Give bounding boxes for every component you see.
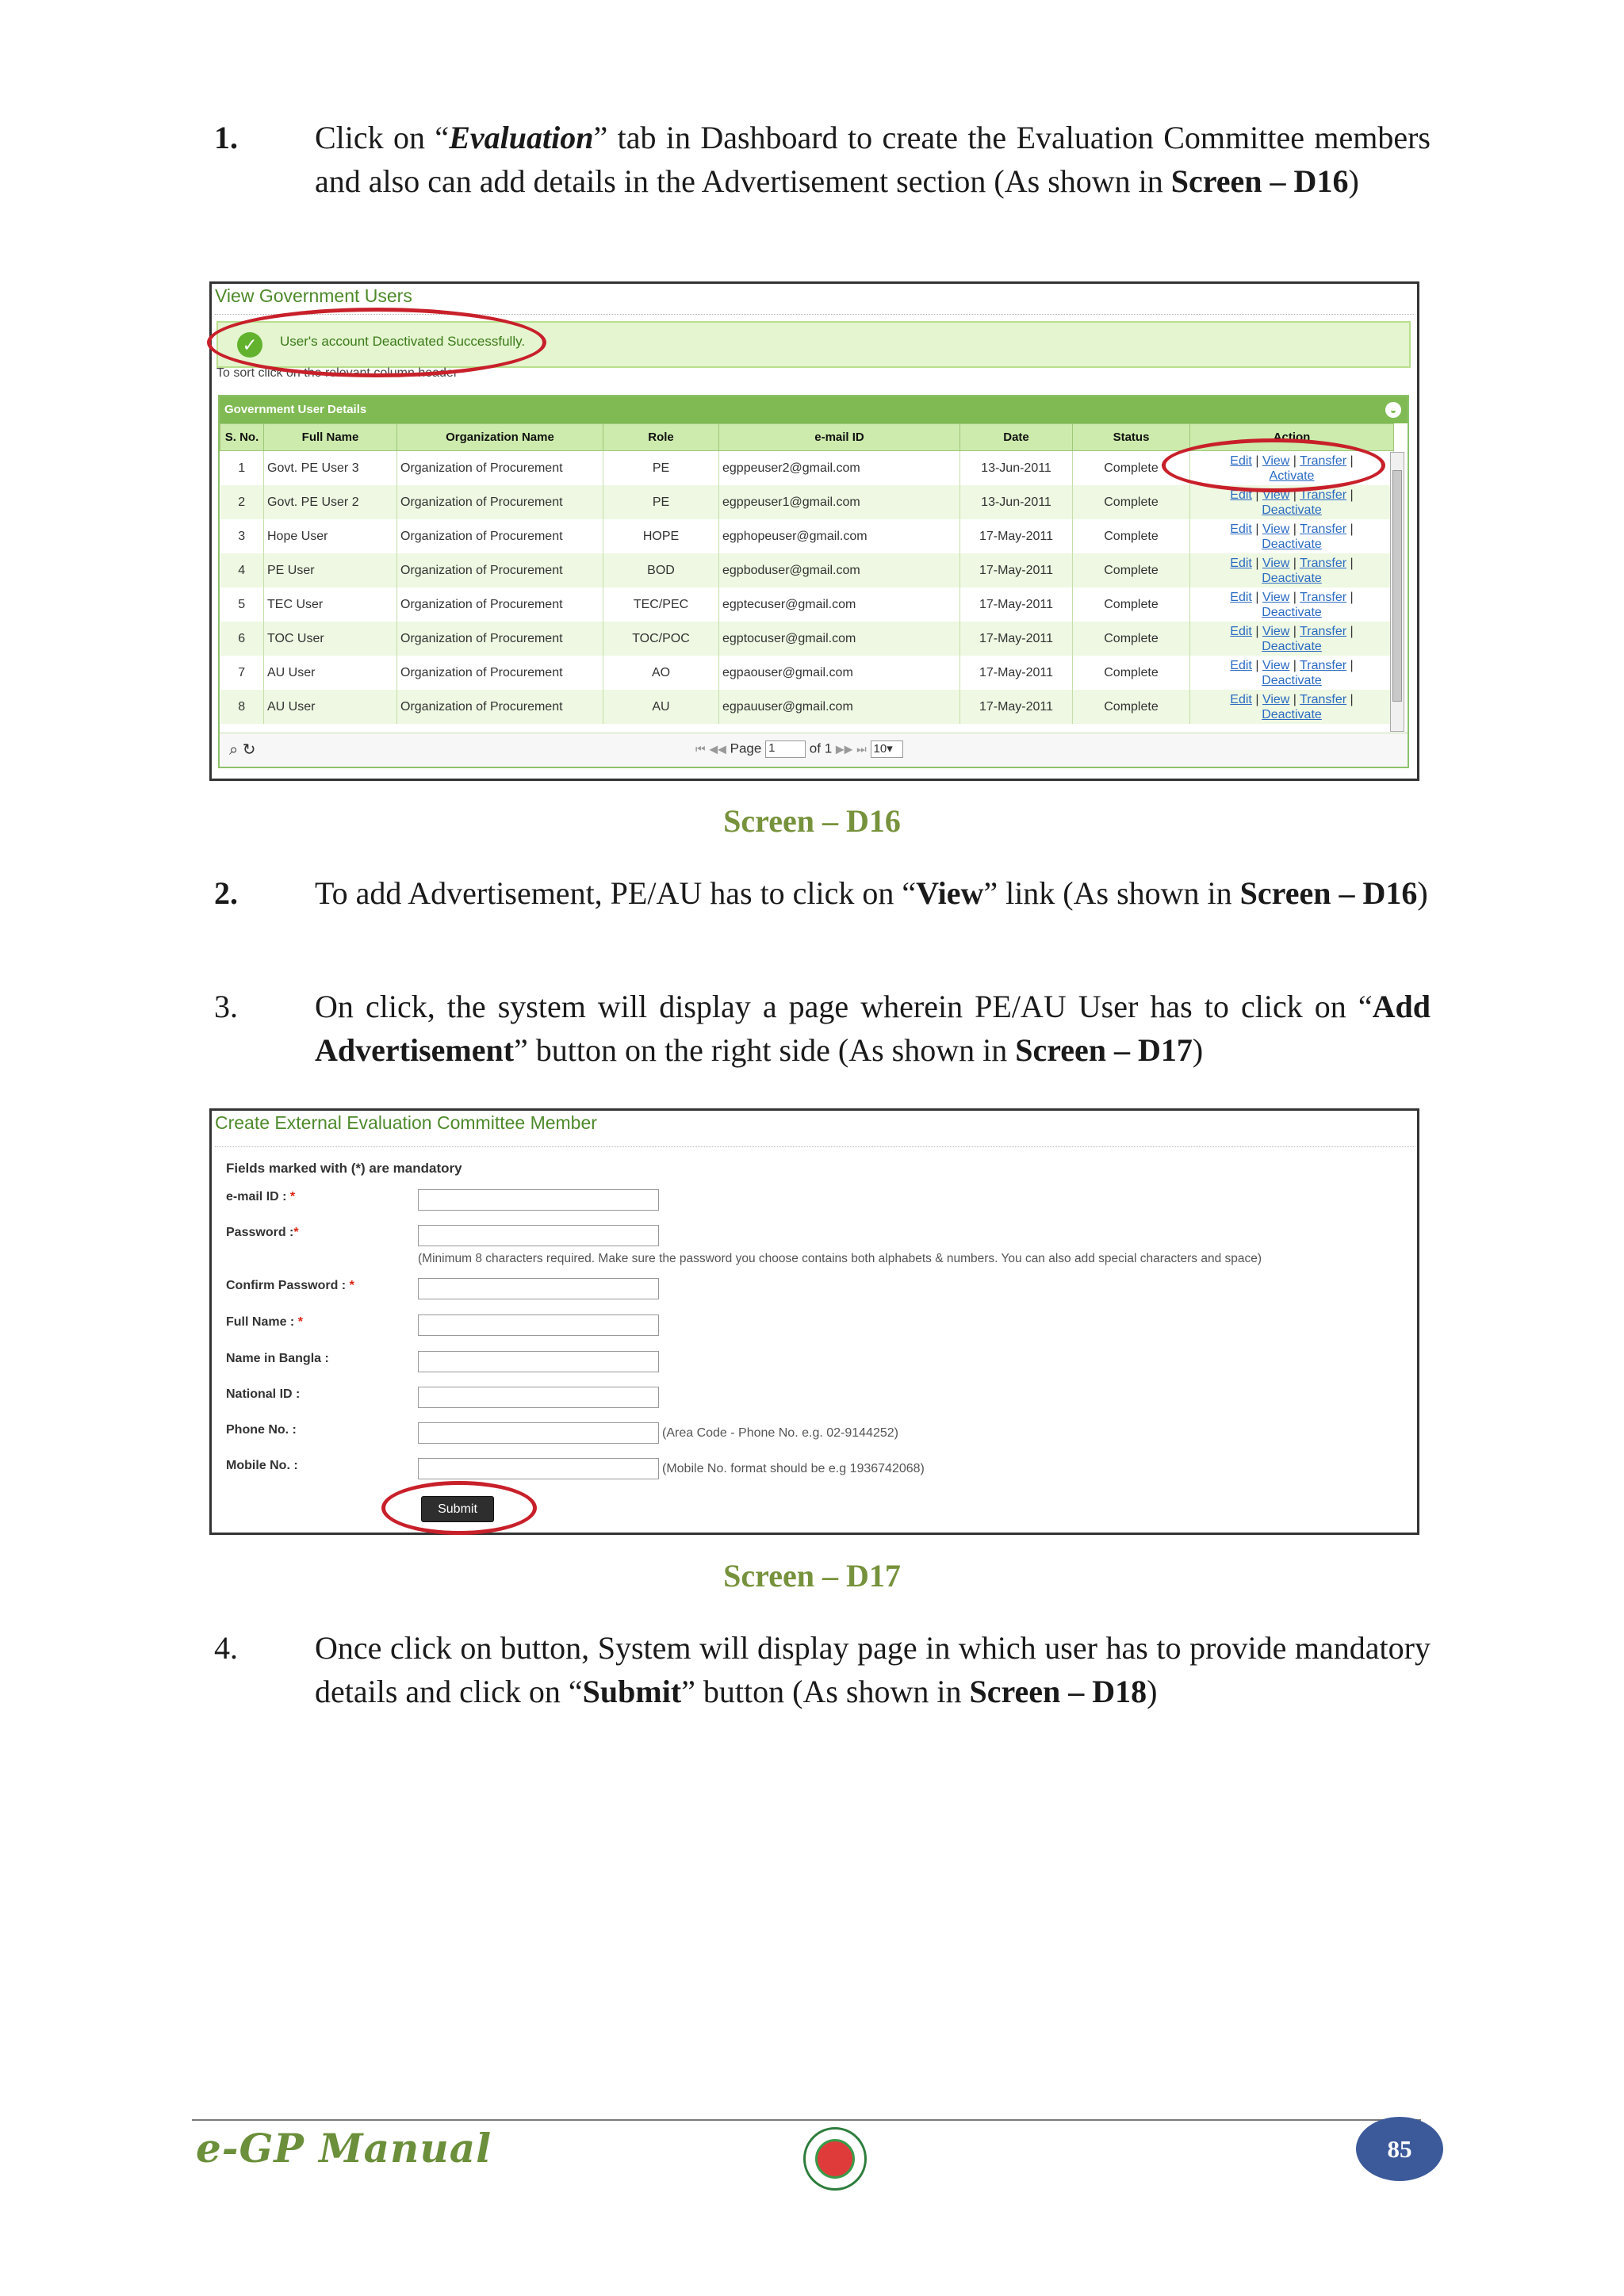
- confirm-password-field[interactable]: [418, 1278, 659, 1299]
- separator: |: [1350, 522, 1354, 536]
- separator: |: [1255, 590, 1259, 604]
- toggle-status-link[interactable]: Deactivate: [1262, 673, 1322, 687]
- screen-d16: [209, 281, 1419, 781]
- transfer-link[interactable]: Transfer: [1300, 488, 1347, 502]
- cell-org: Organization of Procurement: [397, 451, 603, 486]
- cell-email: egpboduser@gmail.com: [719, 553, 960, 587]
- cell-sno: 5: [220, 587, 264, 622]
- page-count: of 1: [809, 740, 833, 756]
- mandatory-note: Fields marked with (*) are mandatory: [226, 1161, 462, 1176]
- separator: |: [1350, 453, 1354, 468]
- cell-status: Complete: [1073, 553, 1190, 587]
- prev-page-icon[interactable]: ◀◀: [709, 742, 726, 756]
- separator: |: [1293, 522, 1297, 536]
- cell-email: egppeuser2@gmail.com: [719, 451, 960, 486]
- field-label-national-id: National ID :: [226, 1387, 301, 1401]
- cell-status: Complete: [1073, 451, 1190, 486]
- toggle-status-link[interactable]: Deactivate: [1262, 571, 1322, 585]
- view-link[interactable]: View: [1262, 453, 1290, 468]
- step-text: To add Advertisement, PE/AU has to click on “View” link (As shown in Screen – D16): [315, 875, 1428, 911]
- separator: |: [1350, 624, 1354, 638]
- toggle-status-link[interactable]: Deactivate: [1262, 537, 1322, 551]
- cell-actions: [1190, 553, 1394, 587]
- column-header[interactable]: S. No.: [220, 424, 264, 451]
- cell-org: Organization of Procurement: [397, 622, 603, 656]
- cell-email: egptecuser@gmail.com: [719, 587, 960, 622]
- email-field[interactable]: [418, 1189, 659, 1211]
- column-header[interactable]: e-mail ID: [719, 424, 960, 451]
- field-label-phone: Phone No. :: [226, 1423, 297, 1437]
- transfer-link[interactable]: Transfer: [1300, 556, 1347, 570]
- cell-sno: 1: [220, 451, 264, 486]
- transfer-link[interactable]: Transfer: [1300, 590, 1347, 604]
- column-header[interactable]: Role: [603, 424, 719, 451]
- transfer-link[interactable]: Transfer: [1300, 692, 1347, 706]
- transfer-link[interactable]: Transfer: [1300, 453, 1347, 468]
- column-header: Action: [1190, 424, 1394, 451]
- phone-field[interactable]: [418, 1422, 659, 1444]
- cell-org: Organization of Procurement: [397, 553, 603, 587]
- last-page-icon[interactable]: ⏭: [856, 742, 867, 756]
- cell-name: TOC User: [264, 622, 397, 656]
- transfer-link[interactable]: Transfer: [1300, 522, 1347, 536]
- cell-sno: 7: [220, 656, 264, 690]
- cell-org: Organization of Procurement: [397, 587, 603, 622]
- step-3: [214, 985, 1431, 1072]
- transfer-link[interactable]: Transfer: [1300, 658, 1347, 672]
- cell-status: Complete: [1073, 519, 1190, 553]
- table-row: [220, 519, 1394, 553]
- page-title: View Government Users: [215, 285, 412, 306]
- pager: [220, 733, 1408, 767]
- cell-date: 17-May-2011: [960, 622, 1073, 656]
- column-header[interactable]: Full Name: [264, 424, 397, 451]
- cell-sno: 4: [220, 553, 264, 587]
- page-label: Page: [730, 740, 762, 756]
- separator: |: [1350, 658, 1354, 672]
- cell-date: 13-Jun-2011: [960, 485, 1073, 519]
- field-label-confirm-password: Confirm Password : *: [226, 1279, 354, 1292]
- separator: |: [1255, 658, 1259, 672]
- cell-email: egphopeuser@gmail.com: [719, 519, 960, 553]
- table-row: [220, 553, 1394, 587]
- step-number: 1.: [214, 120, 238, 155]
- view-link[interactable]: View: [1262, 556, 1290, 570]
- success-message: User's account Deactivated Successfully.: [280, 334, 526, 349]
- edit-link[interactable]: Edit: [1230, 488, 1252, 502]
- cell-name: TEC User: [264, 587, 397, 622]
- separator: |: [1293, 624, 1297, 638]
- mobile-hint: (Mobile No. format should be e.g 1936742068): [662, 1462, 925, 1475]
- cell-date: 17-May-2011: [960, 656, 1073, 690]
- field-label-name-in-bangla: Name in Bangla :: [226, 1352, 329, 1365]
- password-field[interactable]: [418, 1225, 659, 1246]
- cell-role: BOD: [603, 553, 719, 587]
- submit-button[interactable]: Submit: [421, 1496, 494, 1522]
- cell-email: egpaouser@gmail.com: [719, 656, 960, 690]
- toggle-status-link[interactable]: Deactivate: [1262, 707, 1322, 721]
- first-page-icon[interactable]: ⏮: [695, 742, 706, 756]
- view-link[interactable]: View: [1262, 692, 1290, 706]
- edit-link[interactable]: Edit: [1230, 522, 1252, 536]
- cell-org: Organization of Procurement: [397, 656, 603, 690]
- footer-brand: e-GP Manual: [196, 2125, 492, 2172]
- step-1: [214, 116, 1431, 203]
- cell-status: Complete: [1073, 690, 1190, 724]
- table-row: [220, 485, 1394, 519]
- field-label-email: e-mail ID : *: [226, 1190, 296, 1203]
- cell-role: TEC/PEC: [603, 587, 719, 622]
- transfer-link[interactable]: Transfer: [1300, 624, 1347, 638]
- caption-d16: Screen – D16: [723, 803, 901, 839]
- cell-status: Complete: [1073, 587, 1190, 622]
- cell-name: AU User: [264, 690, 397, 724]
- scrollbar-thumb[interactable]: [1392, 470, 1402, 702]
- cell-email: egptocuser@gmail.com: [719, 622, 960, 656]
- table-row: [220, 622, 1394, 656]
- toggle-status-link[interactable]: Deactivate: [1262, 605, 1322, 619]
- cell-date: 17-May-2011: [960, 587, 1073, 622]
- highlight-ring-actions: [1162, 438, 1385, 492]
- cell-actions: [1190, 656, 1394, 690]
- page-number-input[interactable]: 1: [765, 740, 806, 758]
- page-title: Create External Evaluation Committee Member: [215, 1112, 597, 1133]
- cell-date: 17-May-2011: [960, 553, 1073, 587]
- view-link[interactable]: View: [1262, 624, 1290, 638]
- step-text: On click, the system will display a page wherein PE/AU User has to click on “Add Advertisement” button on the right side (As shown in Screen – D17): [315, 989, 1431, 1068]
- field-label-mobile: Mobile No. :: [226, 1459, 298, 1472]
- separator: |: [1350, 488, 1354, 502]
- pager-controls: [695, 740, 903, 758]
- cell-org: Organization of Procurement: [397, 690, 603, 724]
- cell-date: 17-May-2011: [960, 519, 1073, 553]
- view-link[interactable]: View: [1262, 590, 1290, 604]
- field-label-password: Password :*: [226, 1226, 299, 1239]
- national-id-field[interactable]: [418, 1387, 659, 1408]
- step-number: 2.: [214, 875, 238, 911]
- emblem-center: [815, 2139, 855, 2179]
- mobile-field[interactable]: [418, 1458, 659, 1479]
- separator: |: [1293, 590, 1297, 604]
- vertical-scrollbar[interactable]: [1390, 452, 1404, 732]
- edit-link[interactable]: Edit: [1230, 692, 1252, 706]
- search-icon[interactable]: ⌕ ↻: [229, 741, 256, 759]
- cell-org: Organization of Procurement: [397, 485, 603, 519]
- cell-sno: 2: [220, 485, 264, 519]
- cell-name: Govt. PE User 3: [264, 451, 397, 486]
- column-header[interactable]: Date: [960, 424, 1073, 451]
- divider: [215, 1146, 1414, 1147]
- toggle-status-link[interactable]: Deactivate: [1262, 639, 1322, 653]
- separator: |: [1255, 522, 1259, 536]
- table-row: [220, 587, 1394, 622]
- cell-role: AO: [603, 656, 719, 690]
- edit-link[interactable]: Edit: [1230, 624, 1252, 638]
- column-header[interactable]: Status: [1073, 424, 1190, 451]
- cell-role: HOPE: [603, 519, 719, 553]
- cell-status: Complete: [1073, 656, 1190, 690]
- separator: |: [1293, 692, 1297, 706]
- cell-date: 13-Jun-2011: [960, 451, 1073, 486]
- toggle-status-link[interactable]: Activate: [1269, 469, 1315, 483]
- highlight-ring-success: [207, 308, 546, 377]
- view-link[interactable]: View: [1262, 658, 1290, 672]
- step-number: 3.: [214, 989, 238, 1024]
- column-header[interactable]: Organization Name: [397, 424, 603, 451]
- field-label-full-name: Full Name : *: [226, 1315, 303, 1329]
- separator: |: [1293, 453, 1297, 468]
- edit-link[interactable]: Edit: [1230, 590, 1252, 604]
- step-text: Once click on button, System will display page in which user has to provide mandatory details and click on “Submit” button (As shown in Screen – D18): [315, 1630, 1431, 1709]
- check-icon: ✓: [237, 332, 262, 358]
- separator: |: [1255, 624, 1259, 638]
- grid-caption: Government User Details ◒: [220, 396, 1408, 423]
- highlight-ring-submit: [381, 1481, 537, 1535]
- sort-hint: To sort click on the relevant column header: [216, 366, 458, 380]
- cell-date: 17-May-2011: [960, 690, 1073, 724]
- edit-link[interactable]: Edit: [1230, 556, 1252, 570]
- caption-d17: Screen – D17: [723, 1558, 901, 1594]
- cell-status: Complete: [1073, 622, 1190, 656]
- name-in-bangla-field[interactable]: [418, 1351, 659, 1372]
- separator: |: [1255, 453, 1259, 468]
- cell-status: Complete: [1073, 485, 1190, 519]
- government-emblem-logo: [803, 2127, 867, 2191]
- edit-link[interactable]: Edit: [1230, 453, 1252, 468]
- page-number-badge: 85: [1356, 2117, 1443, 2181]
- separator: |: [1293, 658, 1297, 672]
- phone-hint: (Area Code - Phone No. e.g. 02-9144252): [662, 1426, 898, 1440]
- cell-role: TOC/POC: [603, 622, 719, 656]
- cell-name: Govt. PE User 2: [264, 485, 397, 519]
- footer-divider: [192, 2119, 1421, 2121]
- cell-email: egpauuser@gmail.com: [719, 690, 960, 724]
- cell-sno: 6: [220, 622, 264, 656]
- cell-actions: [1190, 587, 1394, 622]
- cell-role: PE: [603, 485, 719, 519]
- cell-role: AU: [603, 690, 719, 724]
- separator: |: [1255, 488, 1259, 502]
- cell-name: PE User: [264, 553, 397, 587]
- cell-sno: 3: [220, 519, 264, 553]
- separator: |: [1350, 590, 1354, 604]
- view-link[interactable]: View: [1262, 488, 1290, 502]
- step-2: [214, 871, 1431, 915]
- collapse-icon[interactable]: ◒: [1385, 402, 1401, 418]
- edit-link[interactable]: Edit: [1230, 658, 1252, 672]
- separator: |: [1293, 556, 1297, 570]
- cell-role: PE: [603, 451, 719, 486]
- separator: |: [1255, 692, 1259, 706]
- password-hint: (Minimum 8 characters required. Make sure the password you choose contains both alphabets & numbers. You can also add special characters and space): [418, 1252, 1262, 1265]
- separator: |: [1350, 556, 1354, 570]
- separator: |: [1255, 556, 1259, 570]
- separator: |: [1350, 692, 1354, 706]
- step-text: Click on “Evaluation” tab in Dashboard to create the Evaluation Committee members and also can add details in the Advertisement section (As shown in Screen – D16): [315, 120, 1431, 199]
- cell-actions: [1190, 690, 1394, 724]
- separator: |: [1293, 488, 1297, 502]
- cell-name: AU User: [264, 656, 397, 690]
- full-name-field[interactable]: [418, 1314, 659, 1336]
- table-row: [220, 690, 1394, 724]
- table-row: [220, 656, 1394, 690]
- cell-sno: 8: [220, 690, 264, 724]
- view-link[interactable]: View: [1262, 522, 1290, 536]
- step-number: 4.: [214, 1630, 238, 1666]
- cell-org: Organization of Procurement: [397, 519, 603, 553]
- cell-actions: [1190, 519, 1394, 553]
- step-4: [214, 1626, 1431, 1713]
- cell-actions: [1190, 622, 1394, 656]
- next-page-icon[interactable]: ▶▶: [835, 742, 853, 756]
- cell-name: Hope User: [264, 519, 397, 553]
- cell-email: egppeuser1@gmail.com: [719, 485, 960, 519]
- toggle-status-link[interactable]: Deactivate: [1262, 503, 1322, 517]
- page-size-select[interactable]: 10▾: [871, 740, 903, 758]
- screen-d17: [209, 1108, 1419, 1535]
